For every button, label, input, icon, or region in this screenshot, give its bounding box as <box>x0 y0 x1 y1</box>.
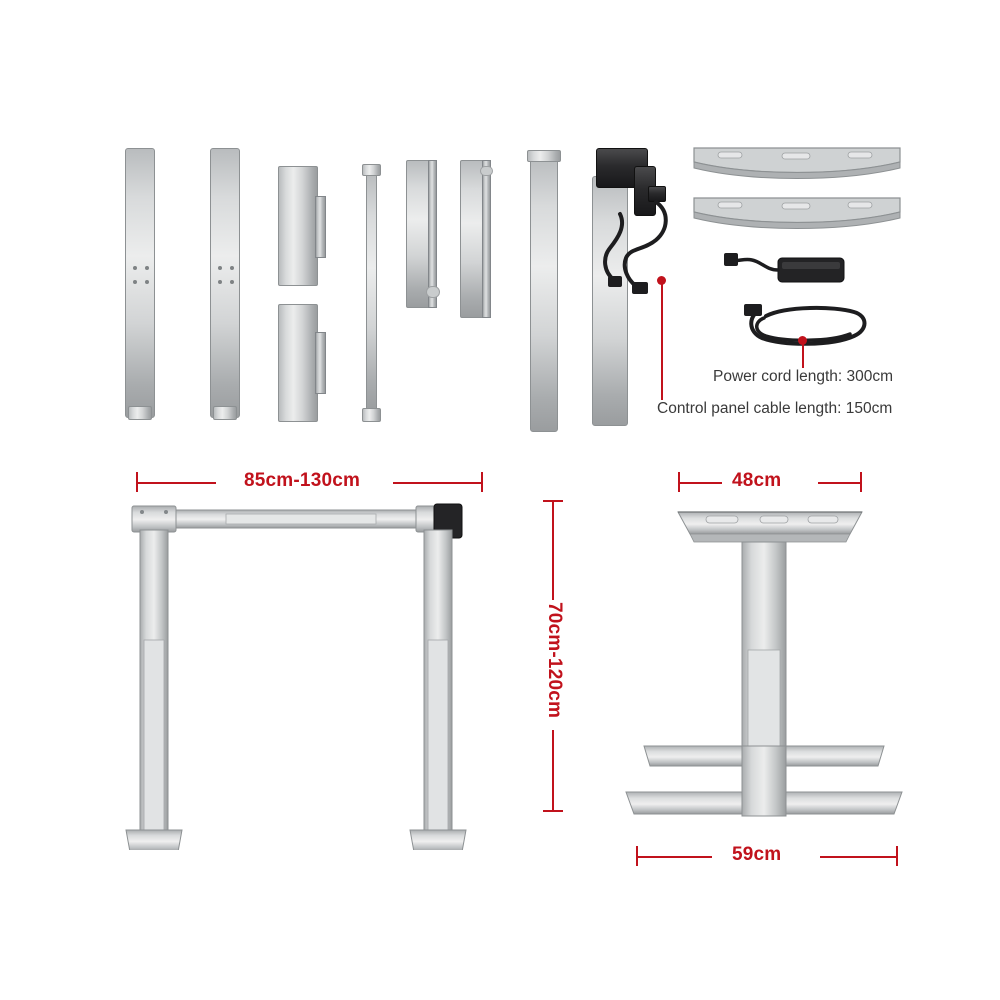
frame-height-dim-line-bottom <box>552 730 554 812</box>
top-bracket-width-dim-cap-right <box>860 472 862 492</box>
frame-height-dimension <box>520 490 590 820</box>
part-top-support-bar-1 <box>692 146 902 184</box>
part-bracket-plate-lower-tab <box>315 332 326 394</box>
part-flat-rail-1 <box>406 160 430 308</box>
part-upright-tube <box>530 156 558 432</box>
part-upright-tube-cap <box>527 150 561 162</box>
motor-cable <box>596 196 686 306</box>
frame-height-label: 70cm-120cm <box>544 602 565 719</box>
foot-width-dim-cap-right <box>896 846 898 866</box>
callout-dot-control-panel-cable <box>657 276 666 285</box>
frame-height-dim-line-top <box>552 500 554 600</box>
callout-label-power-cord: Power cord length: 300cm <box>713 368 894 385</box>
frame-width-dim-cap-left <box>136 472 138 492</box>
part-leg-column-2 <box>210 148 240 418</box>
part-leg-column-1-foot-pad <box>128 406 152 420</box>
side-view <box>600 460 980 880</box>
side-view-frame <box>620 500 960 830</box>
foot-width-dim-line-right <box>820 856 898 858</box>
part-flat-rail-2 <box>460 160 484 318</box>
part-leg-column-1 <box>125 148 155 418</box>
leg-2-bolt-a <box>218 266 222 270</box>
callout-dot-power-cord <box>798 336 807 345</box>
foot-width-dim-line-left <box>636 856 712 858</box>
frame-width-dim-line <box>136 482 216 484</box>
leg-1-bolt-c <box>133 280 137 284</box>
part-top-support-bar-2 <box>692 196 902 234</box>
top-bracket-width-label: 48cm <box>732 470 782 491</box>
frame-height-dim-cap-bottom <box>543 810 563 812</box>
leg-1-bolt-a <box>133 266 137 270</box>
foot-width-dim-cap-left <box>636 846 638 866</box>
leg-1-bolt-d <box>145 280 149 284</box>
frame-width-label: 85cm-130cm <box>244 470 361 491</box>
parts-tray <box>0 0 1000 460</box>
part-crossbar-rod <box>366 172 377 412</box>
part-crossbar-rod-top-cap <box>362 164 381 176</box>
top-bracket-width-dim-line-left <box>678 482 722 484</box>
part-flat-rail-2-edge <box>482 160 491 318</box>
front-view <box>100 460 520 860</box>
frame-width-dim-line-right <box>393 482 483 484</box>
part-flat-rail-2-slot-top <box>480 166 493 176</box>
front-view-frame <box>120 500 520 850</box>
part-bracket-plate-upper <box>278 166 318 286</box>
leg-2-bolt-b <box>230 266 234 270</box>
part-bracket-plate-upper-tab <box>315 196 326 258</box>
foot-width-label: 59cm <box>732 844 782 865</box>
callout-stem-power-cord <box>802 342 804 368</box>
top-bracket-width-dim-cap-left <box>678 472 680 492</box>
callout-label-control-panel-cable: Control panel cable length: 150cm <box>657 400 893 417</box>
part-power-adapter <box>722 248 846 294</box>
part-bracket-plate-lower <box>278 304 318 422</box>
part-crossbar-rod-bottom-cap <box>362 408 381 422</box>
leg-1-bolt-b <box>145 266 149 270</box>
callout-stem-control-panel-cable <box>661 282 663 400</box>
leg-2-bolt-c <box>218 280 222 284</box>
leg-2-bolt-d <box>230 280 234 284</box>
frame-width-dim-cap-right <box>481 472 483 492</box>
top-bracket-width-dim-line-right <box>818 482 862 484</box>
part-flat-rail-1-slot <box>426 286 440 298</box>
part-power-cord <box>742 300 872 356</box>
part-leg-column-2-foot-pad <box>213 406 237 420</box>
frame-height-dim-cap-top <box>543 500 563 502</box>
